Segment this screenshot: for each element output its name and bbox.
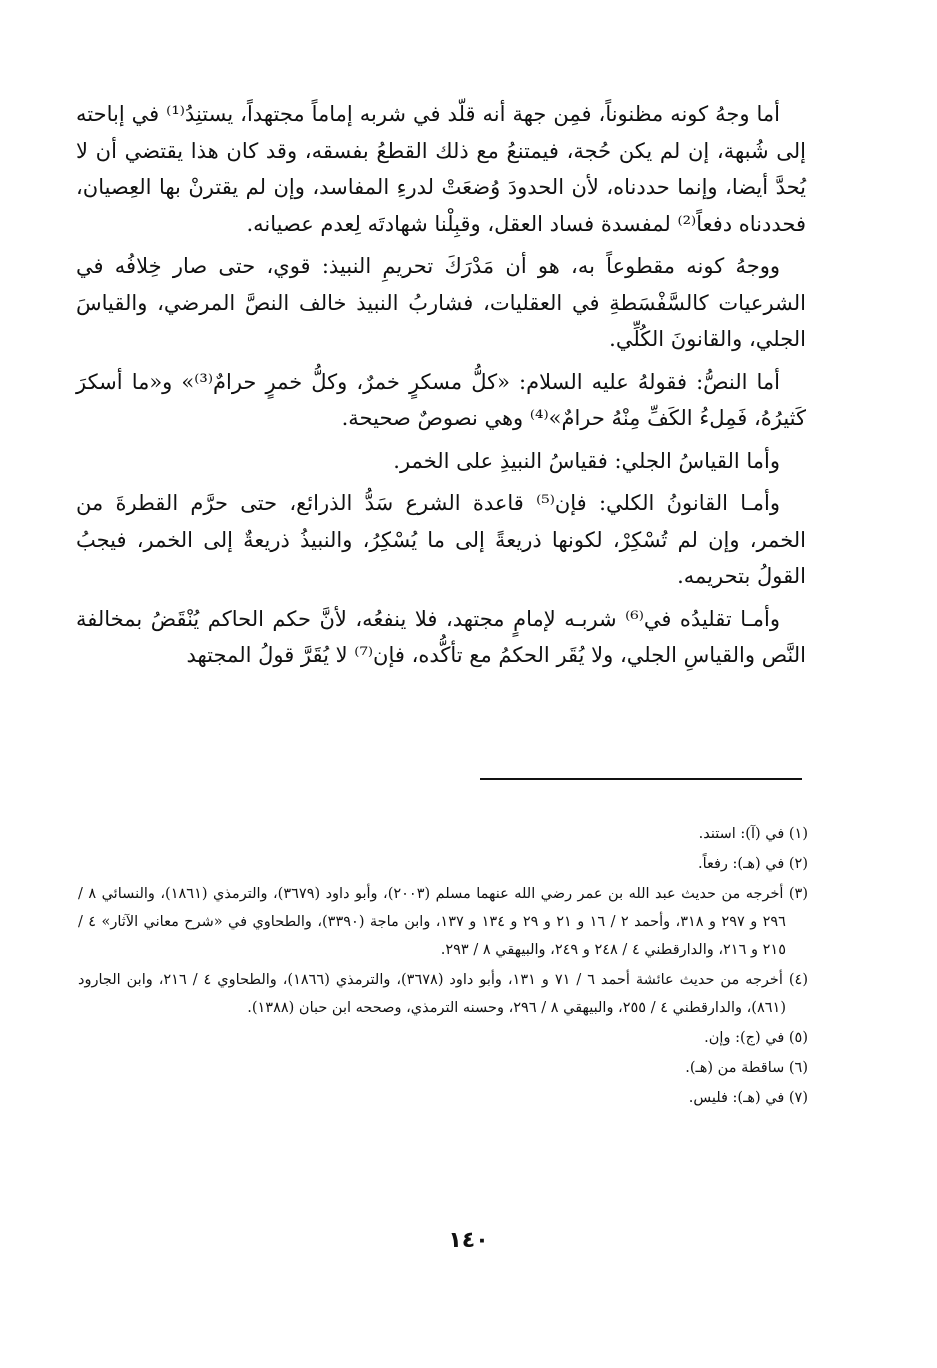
footnote-7: (٧) في (هـ): فليس. [688,1090,808,1106]
paragraph-4: وأما القياسُ الجلي: فقياسُ النبيذِ على الخمر. [393,448,780,473]
main-text-body [76,96,806,680]
paragraph-1: أما وجهُ كونه مظنوناً، فمِن جهة أنه قلّد في شربه إماماً مجتهداً، يستنِدُ⁽¹⁾ في إباحته إلى شُبهة، إن لم يكن حُجة، فيمتنعُ مع ذلك القطعُ بفسقه، وقد كان هذا يقتضي أن لا يُحدَّ أيضا، وإنما حددناه، لأن الحدودَ وُضعَتْ لدرءِ المفاسد، وإن لم يقترنْ بها العِصيان، فحددناه دفعاً⁽²⁾ لمفسدة فساد العقل، وقبِلْنا شهادتَه لِعدم عصيانه. [76,102,806,236]
page-number: ١٤٠ [448,1228,489,1253]
footnotes-section [78,820,808,1114]
footnote-1: (١) في (آ): استند. [698,826,808,842]
paragraph-6: وأمـا تقليدُه في⁽⁶⁾ شربـه لإمامٍ مجتهد، فلا ينفعُه، لأنَّ حكم الحاكم يُنْقَضُ بمخالفة النَّص والقياسِ الجلي، ولا يُقَر الحكمُ مع تأكُّده، فإن⁽⁷⁾ لا يُقَرَّ قولُ المجتهد [76,606,806,667]
footnote-5: (٥) في (ج): وإن. [704,1030,808,1046]
footnote-2: (٢) في (هـ): رفعاً. [697,856,808,872]
paragraph-2: ووجهُ كونه مقطوعاً به، هو أن مَدْرَكَ تحريمِ النبيذ: قوي، حتى صار خِلافُه في الشرعيات كالسَّفْسَطةِ في العقليات، فشاربُ النبيذ خالف النصَّ المرضي، والقياسَ الجلي، والقانونَ الكُلِّي. [76,254,806,351]
paragraph-5: وأمـا القانونُ الكلي: فإن⁽⁵⁾ قاعدة الشرع سَدُّ الذرائع، حتى حرَّم القطرةَ من الخمر، وإن لم تُسْكِرْ، لكونها ذريعةً إلى ما يُسْكِرُ، والنبيذُ ذريعةٌ إلى الخمر، فيجبُ القولُ بتحريمه. [76,491,806,588]
footnote-separator [480,778,802,780]
footnote-3: (٣) أخرجه من حديث عبد الله بن عمر رضي الله عنهما مسلم (٢٠٠٣)، وأبو داود (٣٦٧٩)، والترمذي (١٨٦١)، والنسائي ٨ / ٢٩٦ و ٢٩٧ و ٣١٨، وأحمد ٢ / ١٦ و ٢١ و ٢٩ و ١٣٤ و ١٣٧، وابن ماجة (٣٣٩٠)، والطحاوي في «شرح معاني الآثار» ٤ / ٢١٥ و ٢١٦، والدارقطني ٤ / ٢٤٨ و ٢٤٩، والبيهقي ٨ / ٢٩٣. [78,886,809,958]
paragraph-3: أما النصُّ: فقولهُ عليه السلام: «كلُّ مسكرٍ خمرٌ، وكلُّ خمرٍ حرامٌ⁽³⁾» و«ما أسكرَ كَثيرُهُ، فَمِلءُ الكَفِّ مِنْهُ حرامٌ»⁽⁴⁾ وهي نصوصٌ صحيحة. [76,369,806,430]
footnote-4: (٤) أخرجه من حديث عائشة أحمد ٦ / ٧١ و ١٣١، وأبو داود (٣٦٧٨)، والترمذي (١٨٦٦)، والطحاوي ٤ / ٢١٦، وابن الجارود (٨٦١)، والدارقطني ٤ / ٢٥٥، والبيهقي ٨ / ٢٩٦، وحسنه الترمذي، وصححه ابن حبان (١٣٨٨). [78,972,808,1016]
footnote-6: (٦) ساقطة من (هـ). [685,1060,808,1076]
